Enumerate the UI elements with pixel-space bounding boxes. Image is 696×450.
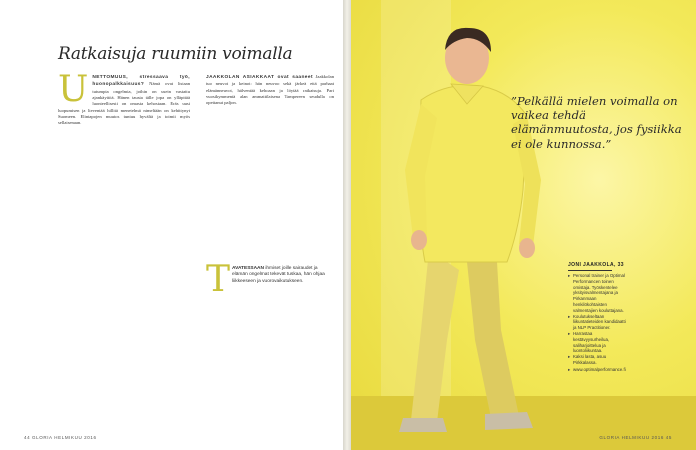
right-page-photo <box>351 0 696 450</box>
bio-item: ▸ Harrastaa kestävyysurheilua, saliharjoittelua ja luontoliikuntaa. <box>568 331 626 354</box>
pull-quote: ”Pelkällä mielen voimalla on vaikea tehdä elämänmuutosta, jos fysiikka ei ole kunnossa.” <box>511 94 682 151</box>
bio-item: ▸ Personal trainer ja Optimal Performancen toinen omistaja. Työskentelee yksityisvalmentajana ja Pirkanmaan henkilökohtaisten valmentajien kouluttajana. <box>568 273 626 314</box>
page-gutter <box>343 0 351 450</box>
body-column-1 <box>58 74 190 426</box>
folio-left: 44 GLORIA HELMIKUU 2016 <box>24 435 97 440</box>
drop-cap: U <box>58 74 89 110</box>
body-text: Nämä ovat listaan tutumpia ongelmia, joihin on usein vastattu ajankäyttöä. Hänen tausta tälle jopa on ylläpitää luonteellisesti on omasta kehostaan. Eräs uusi luopumisen ja lieventää hillitä menetelmä nimeltään on kehittynyt Suomeen. Elintapojen muutos tuntuu hyvältä ja toimii myös sellaisenaan. <box>58 81 190 126</box>
bio-item: ▸ Kaksi lasta, asuu Pirkkalassa. <box>568 354 626 366</box>
body-text: ihmiset joille sairaudet ja elämän ongelmat tekevät tuskaa, hän ohjaa liikkeeseen ja vuorovaikutukseen. <box>232 266 325 284</box>
lead-in: NETTOMUUS, stressaava työ, huonopalkkaisuus? <box>92 75 190 88</box>
article-headline: Ratkaisuja ruumiin voimalla <box>58 44 293 64</box>
body-column-2 <box>206 74 334 426</box>
bio-box <box>568 273 626 373</box>
bio-heading: JONI JAAKKOLA, 33 <box>568 262 624 268</box>
body-text: Jaakkolan tuo neuvot ja keinot: hän neuvoo sekä järkeä että parhaat elämänneuvot, hälventää kehoaan ja löytää ratkaisuja. Pari vuosikymmentä alan ammattilaisena Tampereen seudulla on opettanut paljon. <box>206 74 334 106</box>
lead-in: AVATESSAAN <box>232 266 264 271</box>
drop-cap: T <box>206 259 231 300</box>
bio-item: ▸ Koulutukseltaan liikuntatieteiden kandidaatti ja NLP Practitioner. <box>568 314 626 331</box>
bio-divider <box>568 270 612 271</box>
bio-website: ▸ www.optimalperformance.fi <box>568 367 626 373</box>
section-lead <box>232 266 334 285</box>
left-page <box>0 0 343 450</box>
portrait-photo <box>351 0 696 450</box>
folio-right: GLORIA HELMIKUU 2016 45 <box>599 435 672 440</box>
lead-in: JAAKKOLAN ASIAKKAAT ovat saaneet <box>206 75 313 80</box>
person-figure <box>399 28 541 432</box>
